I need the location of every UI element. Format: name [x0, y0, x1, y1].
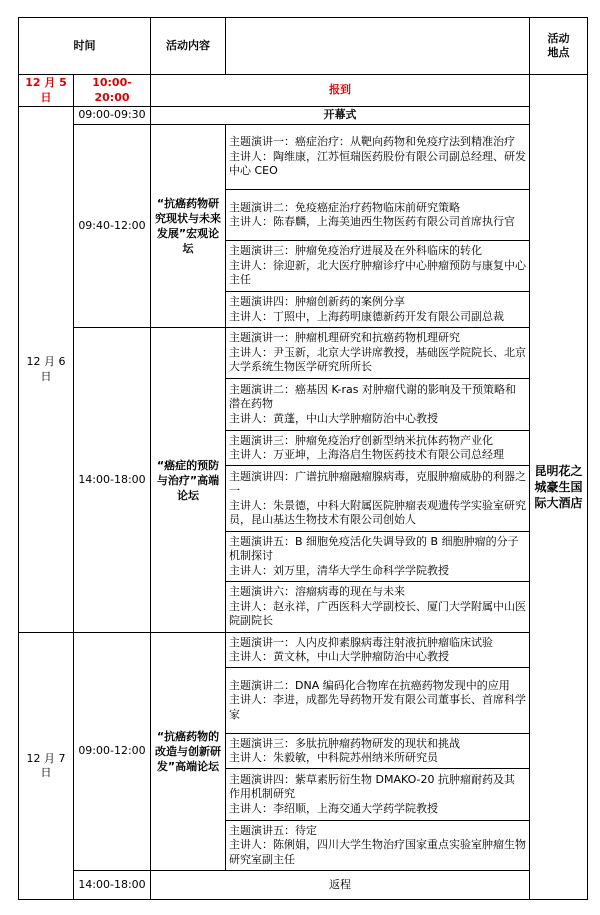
day2-s2-time: 14:00-18:00	[74, 871, 151, 900]
talk-speaker: 主讲人：李进，成都先导药物开发有限公司董事长、首席科学家	[229, 693, 526, 721]
talk-topic: 主题演讲一：癌症治疗：从靶向药物和免疫疗法到精准治疗	[229, 135, 515, 149]
talk-speaker: 主讲人：丁照中，上海药明康德新药开发有限公司副总裁	[229, 309, 504, 323]
talk-speaker: 主讲人：徐迎新，北大医疗肿瘤诊疗中心肿瘤预防与康复中心主任	[229, 258, 526, 287]
talk-speaker: 主讲人：李绍顺，上海交通大学药学院教授	[229, 801, 438, 815]
talk-topic: 主题演讲三：肿瘤免疫治疗进展及在外科临床的转化	[229, 244, 482, 258]
talk-cell	[226, 125, 530, 190]
header-time: 时间	[19, 18, 151, 75]
opening-label: 开幕式	[151, 107, 530, 125]
header-blank	[226, 18, 530, 75]
talk-speaker: 主讲人：万亚坤，上海洛启生物医药技术有限公司总经理	[229, 448, 504, 461]
registration-row	[19, 75, 588, 107]
talk-row	[19, 633, 588, 668]
reg-label: 报到	[151, 75, 530, 107]
opening-time: 09:00-09:30	[74, 107, 151, 125]
talk-topic: 主题演讲一：肿瘤机理研究和抗癌药物机理研究	[229, 331, 460, 345]
talk-cell	[226, 532, 530, 582]
talk-cell	[226, 769, 530, 821]
talk-cell	[226, 582, 530, 633]
day1-s2-time: 14:00-18:00	[74, 328, 151, 633]
day1-date: 12 月 6 日	[19, 107, 74, 633]
talk-topic: 主题演讲五：B 细胞免疫活化失调导致的 B 细胞肿瘤的分子机制探讨	[229, 534, 519, 563]
talk-cell	[226, 668, 530, 734]
talk-topic: 主题演讲四：肿瘤创新药的案例分享	[229, 295, 405, 308]
header-row	[19, 18, 588, 75]
talk-cell	[226, 292, 530, 328]
talk-topic: 主题演讲六：溶瘤病毒的现在与未来	[229, 585, 405, 599]
header-location: 活动 地点	[530, 18, 588, 75]
venue: 昆明花之城豪生国际大酒店	[530, 75, 588, 900]
talk-speaker: 主讲人：尹玉新，北京大学讲席教授，基础医学院院长、北京大学系统生物医学研究所所长	[229, 345, 526, 374]
day2-s1-time: 09:00-12:00	[74, 633, 151, 871]
talk-row	[19, 125, 588, 190]
day1-s1-forum: “抗癌药物研究现状与未来发展”宏观论坛	[151, 125, 226, 328]
talk-topic: 主题演讲二：癌基因 K-ras 对肿瘤代谢的影响及干预策略和潜在药物	[229, 382, 517, 411]
day1-s2-forum: “癌症的预防与治疗”高端论坛	[151, 328, 226, 633]
talk-speaker: 主讲人：陶维康，江苏恒瑞医药股份有限公司副总经理、研发中心 CEO	[229, 149, 526, 178]
day1-s1-time: 09:40-12:00	[74, 125, 151, 328]
reg-time: 10:00-20:00	[74, 75, 151, 107]
talk-topic: 主题演讲三：多肽抗肿瘤药物研发的现状和挑战	[229, 736, 460, 750]
talk-cell	[226, 241, 530, 292]
talk-cell	[226, 431, 530, 466]
talk-cell	[226, 633, 530, 668]
talk-cell	[226, 379, 530, 431]
talk-topic: 主题演讲二：免疫癌症治疗药物临床前研究策略	[229, 200, 460, 214]
opening-row	[19, 107, 588, 125]
day2-s1-forum: “抗癌药物的改造与创新研发”高端论坛	[151, 633, 226, 871]
talk-cell	[226, 328, 530, 379]
talk-speaker: 主讲人：陈俐娟，四川大学生物治疗国家重点实验室肿瘤生物研究室副主任	[229, 838, 526, 866]
schedule-table	[18, 17, 588, 900]
talk-speaker: 主讲人：朱景德，中科大附属医院肿瘤表观遗传学实验室研究员，昆山基达生物技术有限公司创始人	[229, 498, 526, 526]
return-row	[19, 871, 588, 900]
talk-speaker: 主讲人：黄文林，中山大学肿瘤防治中心教授	[229, 650, 449, 663]
header-activity: 活动内容	[151, 18, 226, 75]
talk-topic: 主题演讲四：广谱抗肿瘤融瘤腺病毒，克服肿瘤威胁的利器之一	[229, 469, 526, 497]
talk-speaker: 主讲人：陈春麟，上海美迪西生物医药有限公司首席执行官	[229, 215, 515, 228]
talk-speaker: 主讲人：刘万里，清华大学生命科学学院教授	[229, 563, 449, 577]
talk-topic: 主题演讲二：DNA 编码化合物库在抗癌药物发现中的应用	[229, 678, 510, 692]
talk-cell	[226, 734, 530, 769]
talk-cell	[226, 821, 530, 871]
talk-speaker: 主讲人：黄蓬，中山大学肿瘤防治中心教授	[229, 411, 438, 425]
talk-row	[19, 328, 588, 379]
talk-speaker: 主讲人：朱毅敏，中科院苏州纳米所研究员	[229, 751, 438, 764]
talk-topic: 主题演讲三：肿瘤免疫治疗创新型纳米抗体药物产业化	[229, 433, 493, 447]
talk-speaker: 主讲人：赵永祥，广西医科大学副校长、厦门大学附属中山医院副院长	[229, 599, 526, 628]
talk-cell	[226, 466, 530, 532]
return-label: 返程	[151, 871, 530, 900]
talk-topic: 主题演讲一：人内皮抑素腺病毒注射液抗肿瘤临床试验	[229, 635, 493, 649]
reg-date: 12 月 5 日	[19, 75, 74, 107]
talk-cell	[226, 190, 530, 241]
talk-topic: 主题演讲五：待定	[229, 823, 317, 837]
day2-date: 12 月 7 日	[19, 633, 74, 900]
talk-topic: 主题演讲四：紫草素肟衍生物 DMAKO-20 抗肿瘤耐药及其作用机制研究	[229, 772, 516, 801]
